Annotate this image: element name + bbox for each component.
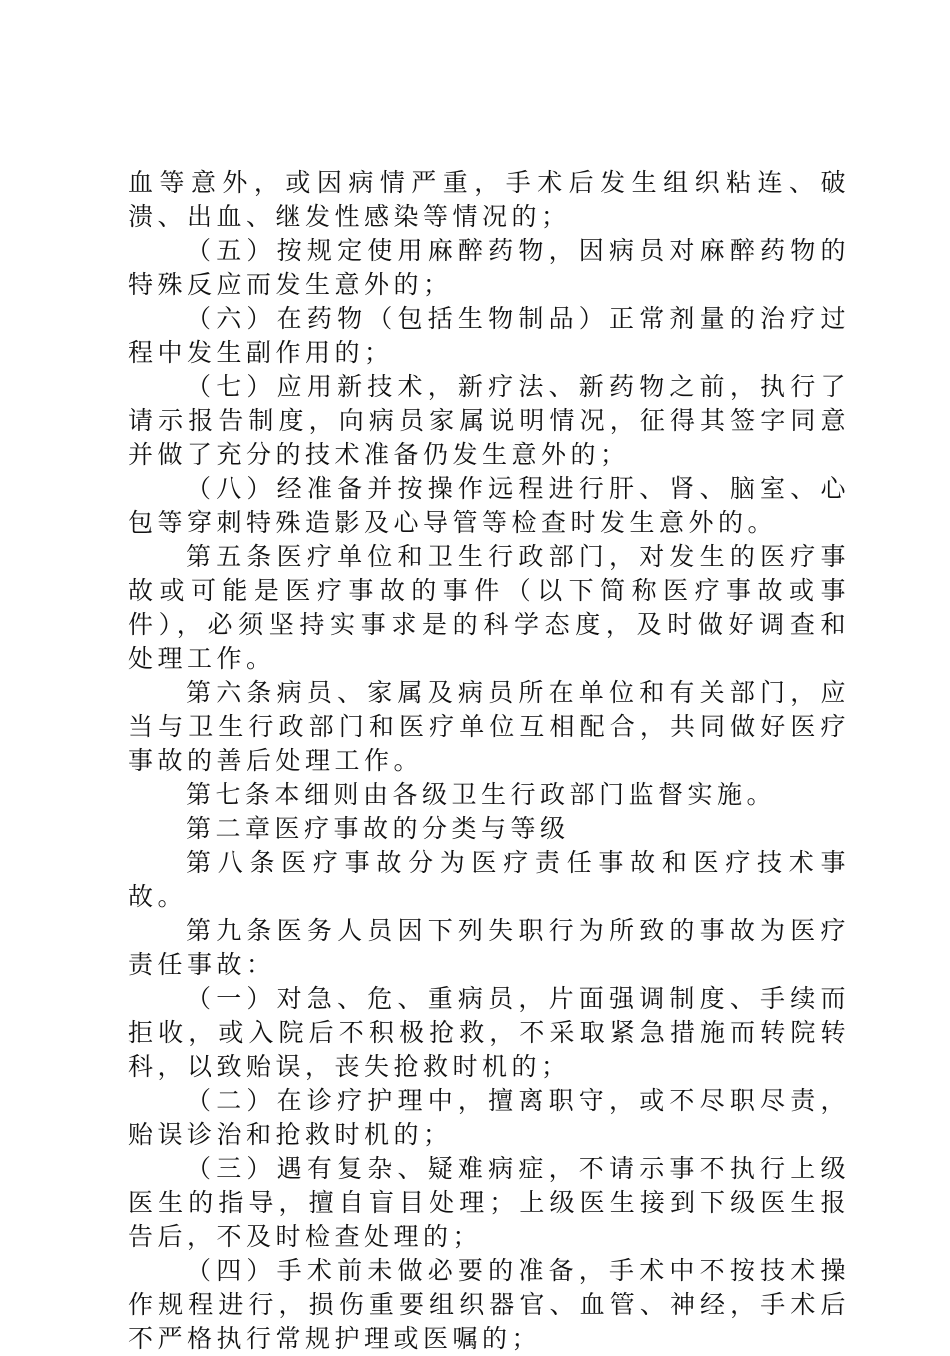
- paragraph: （四）手术前未做必要的准备，手术中不按技术操作规程进行，损伤重要组织器官、血管、神经，手术后不严格执行常规护理或医嘱的；: [128, 1256, 850, 1353]
- article-paragraph: 第六条病员、家属及病员所在单位和有关部门，应当与卫生行政部门和医疗单位互相配合，共同做好医疗事故的善后处理工作。: [128, 678, 850, 775]
- paragraph: （一）对急、危、重病员，片面强调制度、手续而拒收，或入院后不积极抢救，不采取紧急措施而转院转科，以致贻误，丧失抢救时机的；: [128, 984, 850, 1081]
- paragraph: （五）按规定使用麻醉药物，因病员对麻醉药物的特殊反应而发生意外的；: [128, 236, 850, 299]
- article-paragraph: 第七条本细则由各级卫生行政部门监督实施。: [186, 780, 777, 809]
- paragraph: （八）经准备并按操作远程进行肝、肾、脑室、心包等穿刺特殊造影及心导管等检查时发生意外的。: [128, 474, 850, 537]
- chapter-heading: 第二章医疗事故的分类与等级: [186, 814, 570, 843]
- article-paragraph: 第五条医疗单位和卫生行政部门，对发生的医疗事故或可能是医疗事故的事件（以下简称医疗事故或事件），必须坚持实事求是的科学态度，及时做好调查和处理工作。: [128, 542, 850, 673]
- document-body: [128, 166, 850, 1356]
- paragraph: （六）在药物（包括生物制品）正常剂量的治疗过程中发生副作用的；: [128, 304, 850, 367]
- paragraph: （三）遇有复杂、疑难病症，不请示事不执行上级医生的指导，擅自盲目处理；上级医生接到下级医生报告后，不及时检查处理的；: [128, 1154, 850, 1251]
- paragraph: 血等意外，或因病情严重，手术后发生组织粘连、破溃、出血、继发性感染等情况的；: [128, 168, 850, 231]
- paragraph: （七）应用新技术，新疗法、新药物之前，执行了请示报告制度，向病员家属说明情况，征得其签字同意并做了充分的技术准备仍发生意外的；: [128, 372, 850, 469]
- article-paragraph: 第九条医务人员因下列失职行为所致的事故为医疗责任事故：: [128, 916, 850, 979]
- paragraph: （二）在诊疗护理中，擅离职守，或不尽职尽责，贻误诊治和抢救时机的；: [128, 1086, 850, 1149]
- article-paragraph: 第八条医疗事故分为医疗责任事故和医疗技术事故。: [128, 848, 850, 911]
